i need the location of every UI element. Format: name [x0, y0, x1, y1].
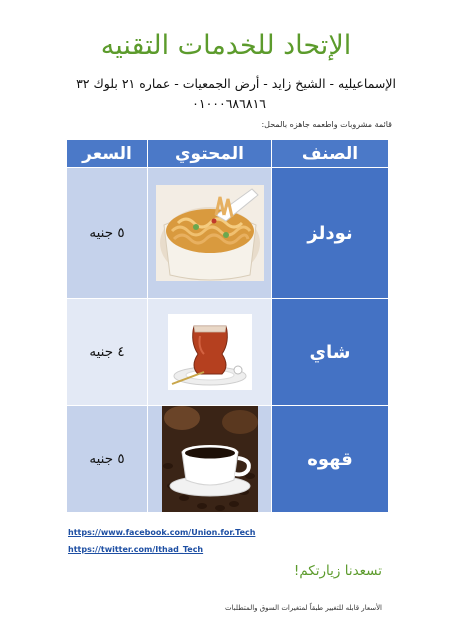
twitter-link[interactable]: https://twitter.com/Ithad_Tech [68, 545, 204, 554]
address-text: الإسماعيليه - الشيخ زايد - أرض الجمعيات - عماره ٢١ بلوك ٣٢ [76, 76, 396, 91]
table-row [67, 168, 389, 299]
item-name: نودلز [272, 168, 389, 299]
tea-glass-image [168, 314, 252, 390]
item-photo-cell [148, 406, 272, 513]
menu-subtitle: قائمة مشروبات واطعمه جاهزه بالمحل: [261, 120, 392, 129]
price-footnote: الأسعار قابله للتغيير طبقاً لمتغيرات السوق والمتطلبات [225, 604, 382, 612]
item-price: ٥ جنيه [67, 406, 148, 513]
table-row [67, 406, 389, 513]
item-name: شاي [272, 299, 389, 406]
item-photo-cell [148, 168, 272, 299]
item-price: ٥ جنيه [67, 168, 148, 299]
page-title: الإتحاد للخدمات التقنيه [100, 30, 352, 61]
menu-table [66, 139, 389, 513]
welcome-message: تسعدنا زيارتكم! [293, 563, 382, 579]
header-item: الصنف [272, 140, 389, 168]
facebook-link[interactable]: https://www.facebook.com/Union.for.Tech [68, 528, 256, 537]
coffee-cup-image [162, 406, 258, 512]
table-row [67, 299, 389, 406]
item-price: ٤ جنيه [67, 299, 148, 406]
table-header-row [67, 140, 389, 168]
phone-number: ٠١٠٠٠٦٨٦٨١٦ [192, 96, 266, 111]
header-content: المحتوي [148, 140, 272, 168]
item-photo-cell [148, 299, 272, 406]
noodles-cup-image [156, 185, 264, 281]
item-name: قهوه [272, 406, 389, 513]
header-price: السعر [67, 140, 148, 168]
